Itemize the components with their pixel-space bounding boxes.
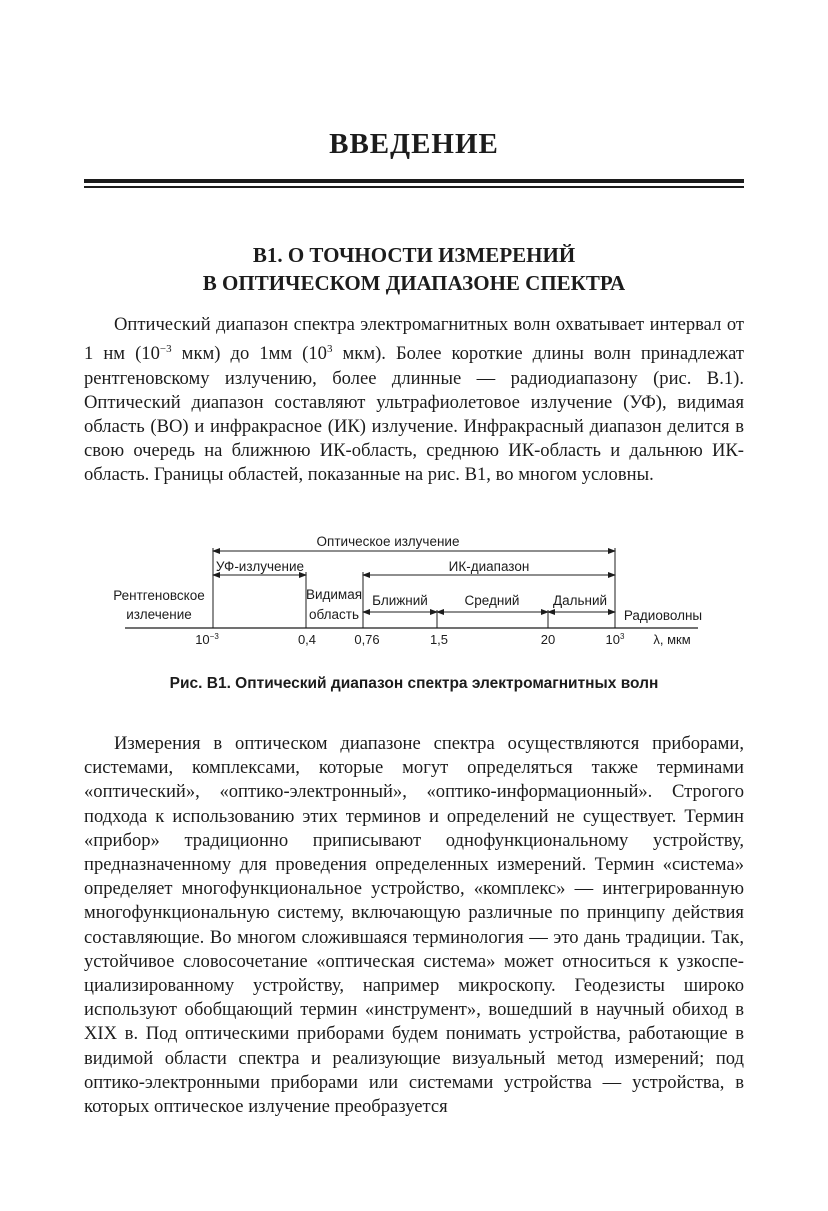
optical-range-label: Оптическое излучение xyxy=(316,534,460,549)
far-ir-label: Дальний xyxy=(552,593,608,608)
tick-label-6: $10^3$ xyxy=(605,632,625,647)
paragraph1-text-b: мкм) до 1мм (10 xyxy=(171,343,327,365)
tick-label-1: $10^{-3}$ xyxy=(195,632,219,647)
uv-range-label: УФ-излучение xyxy=(215,559,305,574)
xray-label-line1: Рентгеновское xyxy=(113,588,205,603)
paragraph1-sup-b: 3 xyxy=(326,343,333,356)
tick-label-2: 0,4 xyxy=(297,632,317,647)
section-title-line1: В1. О ТОЧНОСТИ ИЗМЕРЕНИЙ xyxy=(252,243,576,267)
axis-unit-label: λ, мкм xyxy=(653,632,691,647)
xray-label-line2: излечение xyxy=(126,607,192,622)
chapter-title: ВВЕДЕНИЕ xyxy=(329,128,499,160)
paragraph1-text-c: мкм). Более короткие длины волн принадлежат рентгеновскому излучению, более длинные — радиодиапазону (рис. В.1). Оптический диапазон составляют ультрафиолетовое излучение (УФ), видимая область (ВО) и инфракрасное (ИК) излучение. Инфракрасный диапазон делится в свою очередь на ближнюю ИК-область, среднюю ИК-область и дальнюю ИК-область. Границы областей, показанные на рис. В1, во многом условны. xyxy=(84,343,744,486)
spectrum-diagram xyxy=(110,522,720,652)
title-rule-thin xyxy=(84,186,744,188)
paragraph1-text-a: Оптический диапазон спектра электромагнитных волн охватывает интервал от 1 нм (10 xyxy=(84,314,744,365)
tick-label-3: 0,76 xyxy=(354,632,380,647)
ir-range-label: ИК-диапазон xyxy=(448,559,530,574)
visible-label-line2: область xyxy=(309,607,359,622)
paragraph-measurements: Измерения в оптическом диапазоне спектра осуществляются приборами, системами, комплексами, которые могут определяться также терминами «оптический», «оптико-электронный», «оптико-информационный». Строгого подхода к использованию этих терминов и определений не существует. Термин «прибор» традиционно приписывают однофункциональному устройству, предназначенному для проведения определенных измерений. Термин «система» определяет многофункциональное устройство, «комплекс» — интегрированную многофункциональную систему, включающую различные по принципу действия составляющие. Во многом сложившаяся терминология — это дань традиции. Так, устойчивое словосочетание «оптическая система» может относиться к узкоспециализированному устройству, например микроскопу. Геодезисты широко используют обобщающий термин «инструмент», вошедший в научный обиход в XIX в. Под оптическими приборами будем понимать устройства, работающие в видимой области спектра и реализующие визуальный метод измерений; под оптико-электронными приборами или системами устройства — устройства, в которых оптическое излучение преобразуется xyxy=(84,733,744,1118)
tick-label-5: 20 xyxy=(540,632,556,647)
section-title xyxy=(0,241,828,297)
section-title-line2: В ОПТИЧЕСКОМ ДИАПАЗОНЕ СПЕКТРА xyxy=(202,271,626,295)
near-ir-label: Ближний xyxy=(372,593,428,608)
paragraph1-sup-a: −3 xyxy=(159,343,172,356)
tick-label-4: 1,5 xyxy=(429,632,449,647)
visible-label-line1: Видимая xyxy=(305,587,363,602)
mid-ir-label: Средний xyxy=(464,593,520,608)
title-rule-thick xyxy=(84,179,744,183)
radio-label: Радиоволны xyxy=(623,608,703,623)
figure-caption: Рис. В1. Оптический диапазон спектра электромагнитных волн xyxy=(169,675,659,692)
paragraph-optical-range xyxy=(84,313,744,488)
